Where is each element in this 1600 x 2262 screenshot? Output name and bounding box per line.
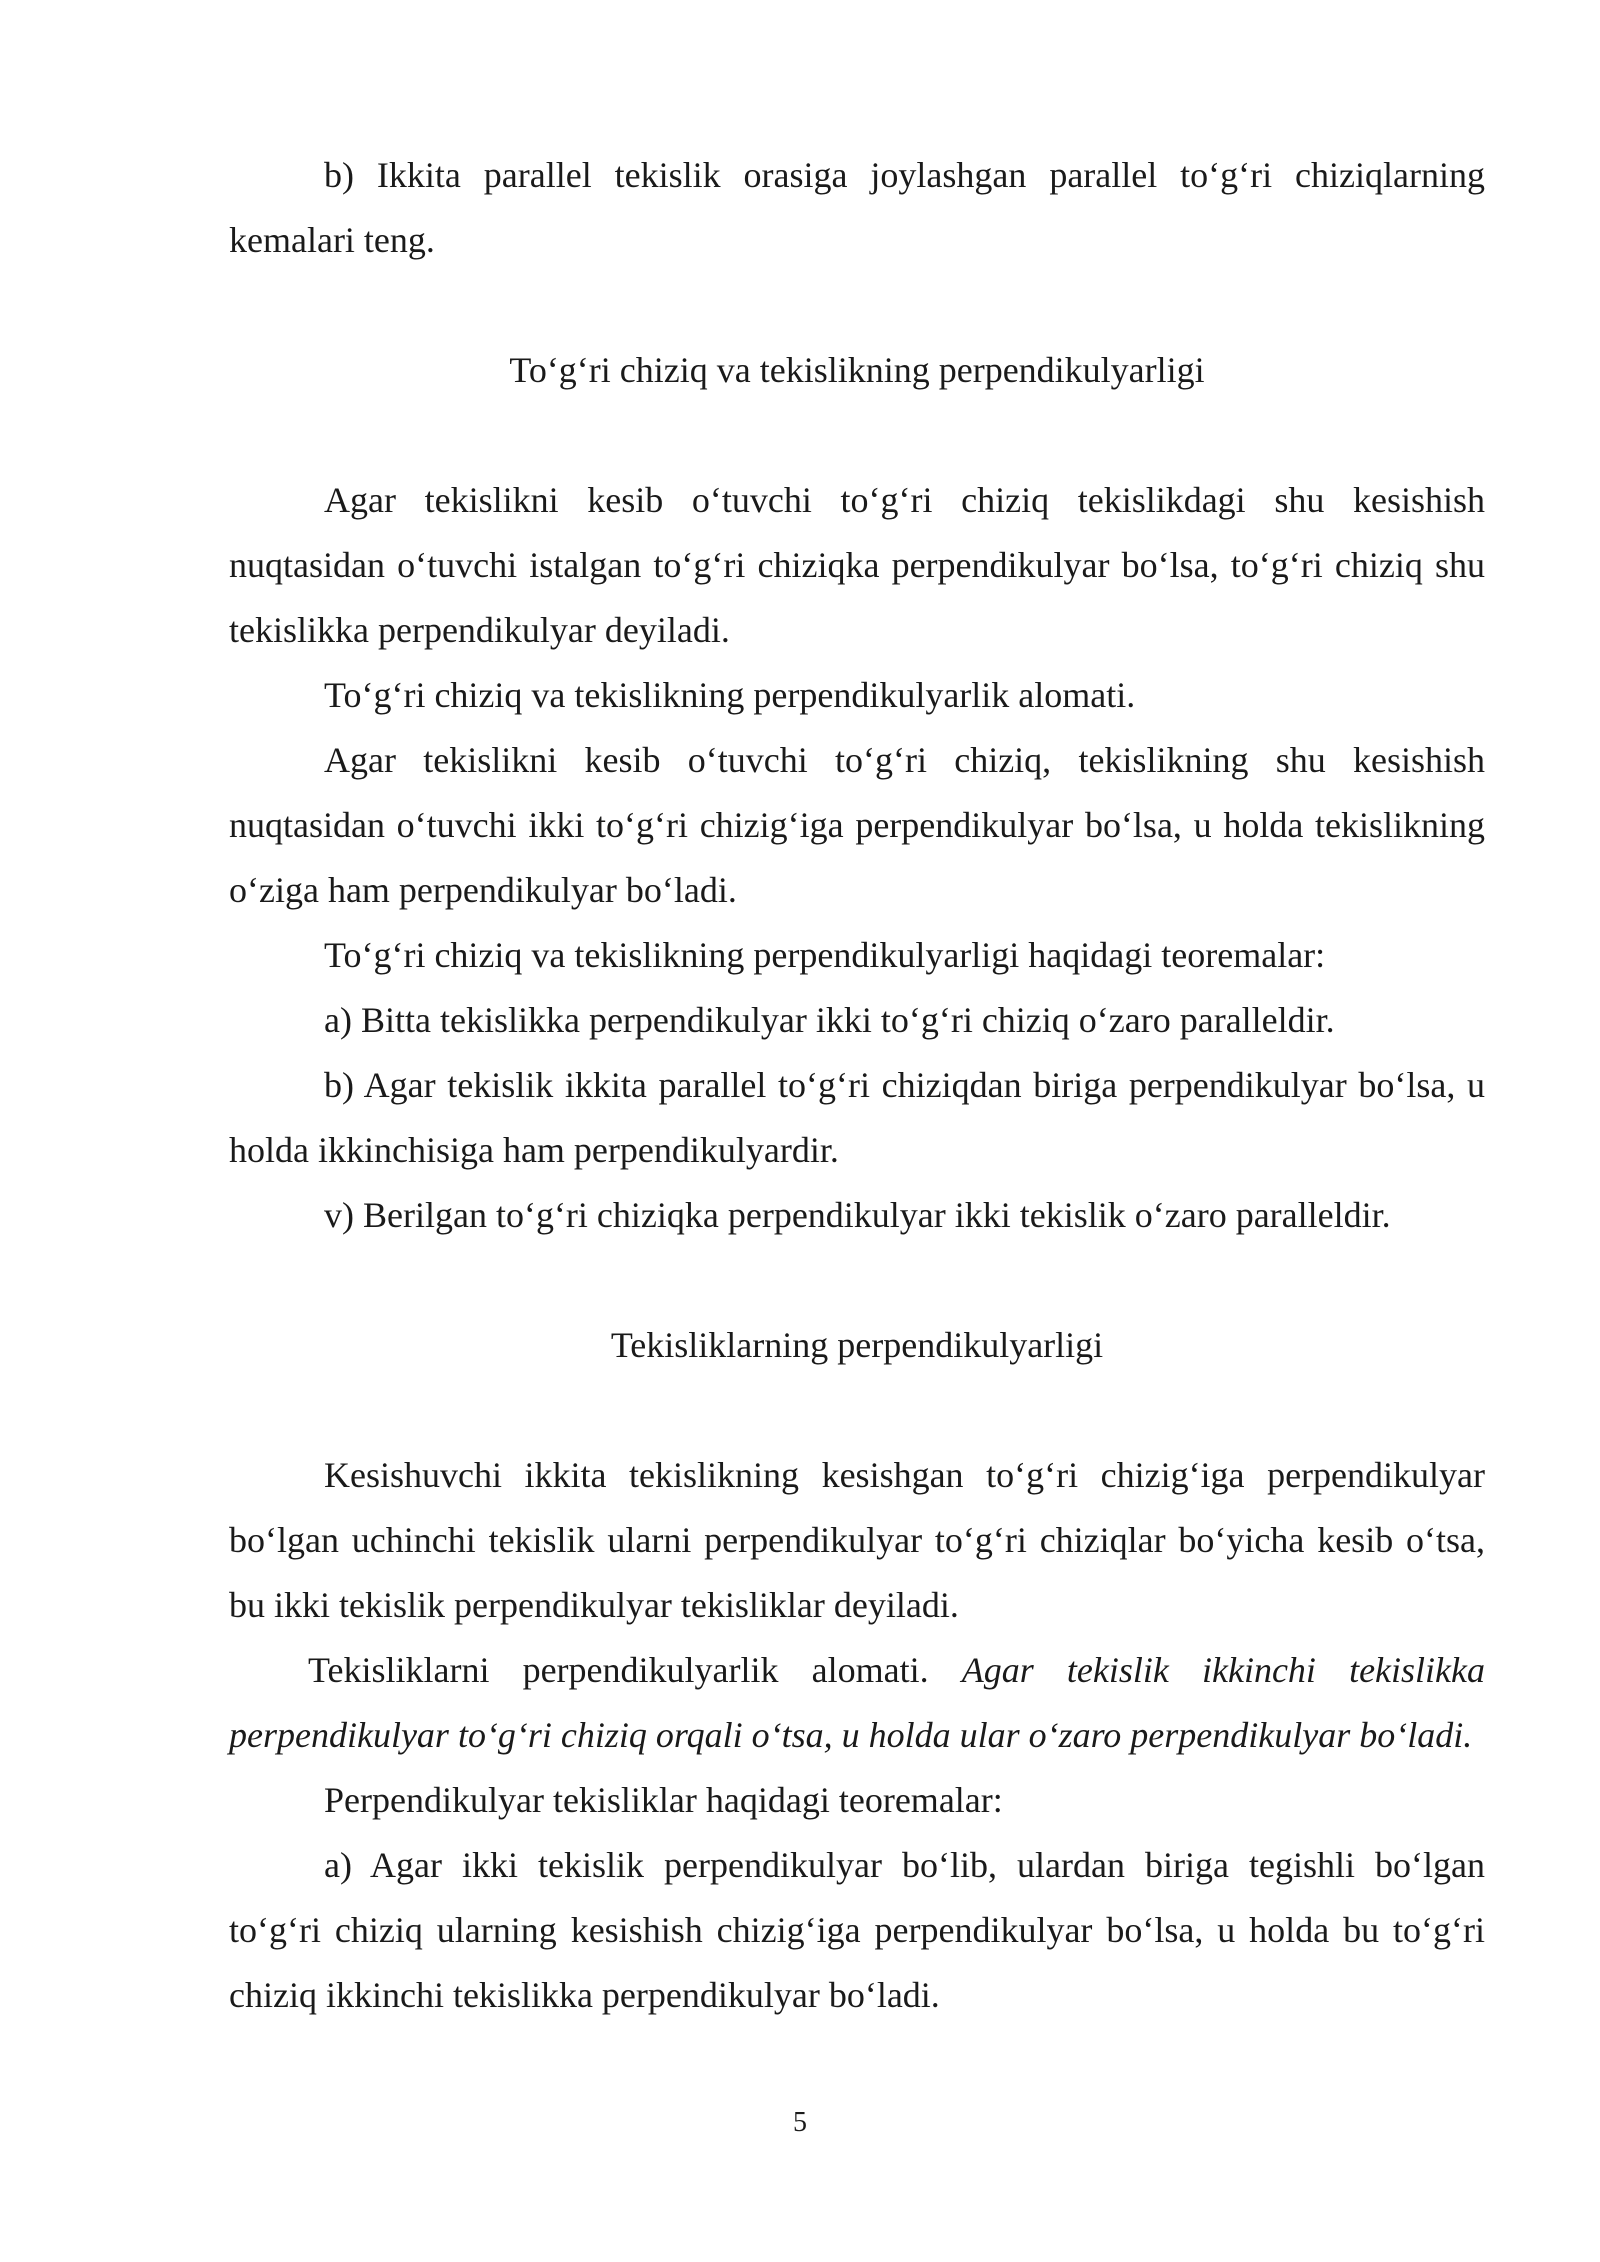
paragraph-theorem-b: b) Ikkita parallel tekislik orasiga joylashgan parallel to‘g‘ri chiziqlarning kemalari teng. <box>229 155 1485 260</box>
criterion-label: Tekisliklarni perpendikulyarlik alomati. <box>308 1650 962 1690</box>
paragraph-planes-definition: Kesishuvchi ikkita tekislikning kesishgan to‘g‘ri chizig‘iga perpendikulyar bo‘lgan uchinchi tekislik ularni perpendikulyar to‘g‘ri chiziqlar bo‘yicha kesib o‘tsa, bu ikki tekislik perpendikulyar tekisliklar deyiladi. <box>229 1455 1485 1625</box>
section-heading-line-plane: To‘g‘ri chiziq va tekislikning perpendikulyarligi <box>509 350 1205 390</box>
paragraph-planes-theorems-intro: Perpendikulyar tekisliklar haqidagi teoremalar: <box>324 1780 1003 1820</box>
paragraph-planes-criterion <box>229 1638 1485 1768</box>
paragraph-criterion-title: To‘g‘ri chiziq va tekislikning perpendikulyarlik alomati. <box>324 675 1136 715</box>
paragraph-theorems-intro: To‘g‘ri chiziq va tekislikning perpendikulyarligi haqidagi teoremalar: <box>324 935 1326 975</box>
page-number: 5 <box>793 2107 807 2138</box>
paragraph-planes-theorem-a: a) Agar ikki tekislik perpendikulyar bo‘lib, ulardan biriga tegishli bo‘lgan to‘g‘ri chiziq ularning kesishish chizig‘iga perpendikulyar bo‘lsa, u holda bu to‘g‘ri chiziq ikkinchi tekislikka perpendikulyar bo‘ladi. <box>229 1845 1485 2015</box>
page-content <box>229 143 1485 2028</box>
paragraph-theorem-b2: b) Agar tekislik ikkita parallel to‘g‘ri chiziqdan biriga perpendikulyar bo‘lsa, u holda ikkinchisiga ham perpendikulyardir. <box>229 1065 1485 1170</box>
paragraph-criterion: Agar tekislikni kesib o‘tuvchi to‘g‘ri chiziq, tekislikning shu kesishish nuqtasidan o‘tuvchi ikki to‘g‘ri chizig‘iga perpendikulyar bo‘lsa, u holda tekislikning o‘ziga ham perpendikulyar bo‘ladi. <box>229 740 1485 910</box>
paragraph-theorem-v: v) Berilgan to‘g‘ri chiziqka perpendikulyar ikki tekislik o‘zaro paralleldir. <box>324 1195 1391 1235</box>
paragraph-definition: Agar tekislikni kesib o‘tuvchi to‘g‘ri chiziq tekislikdagi shu kesishish nuqtasidan o‘tuvchi istalgan to‘g‘ri chiziqka perpendikulyar bo‘lsa, to‘g‘ri chiziq shu tekislikka perpendikulyar deyiladi. <box>229 480 1485 650</box>
paragraph-theorem-a: a) Bitta tekislikka perpendikulyar ikki to‘g‘ri chiziq o‘zaro paralleldir. <box>324 1000 1335 1040</box>
criterion-statement: Agar tekislik ikkinchi tekislikka perpendikulyar to‘g‘ri chiziq orqali o‘tsa, u holda ular o‘zaro perpendikulyar bo‘ladi. <box>229 1650 1485 1755</box>
section-heading-planes: Tekisliklarning perpendikulyarligi <box>610 1325 1104 1365</box>
